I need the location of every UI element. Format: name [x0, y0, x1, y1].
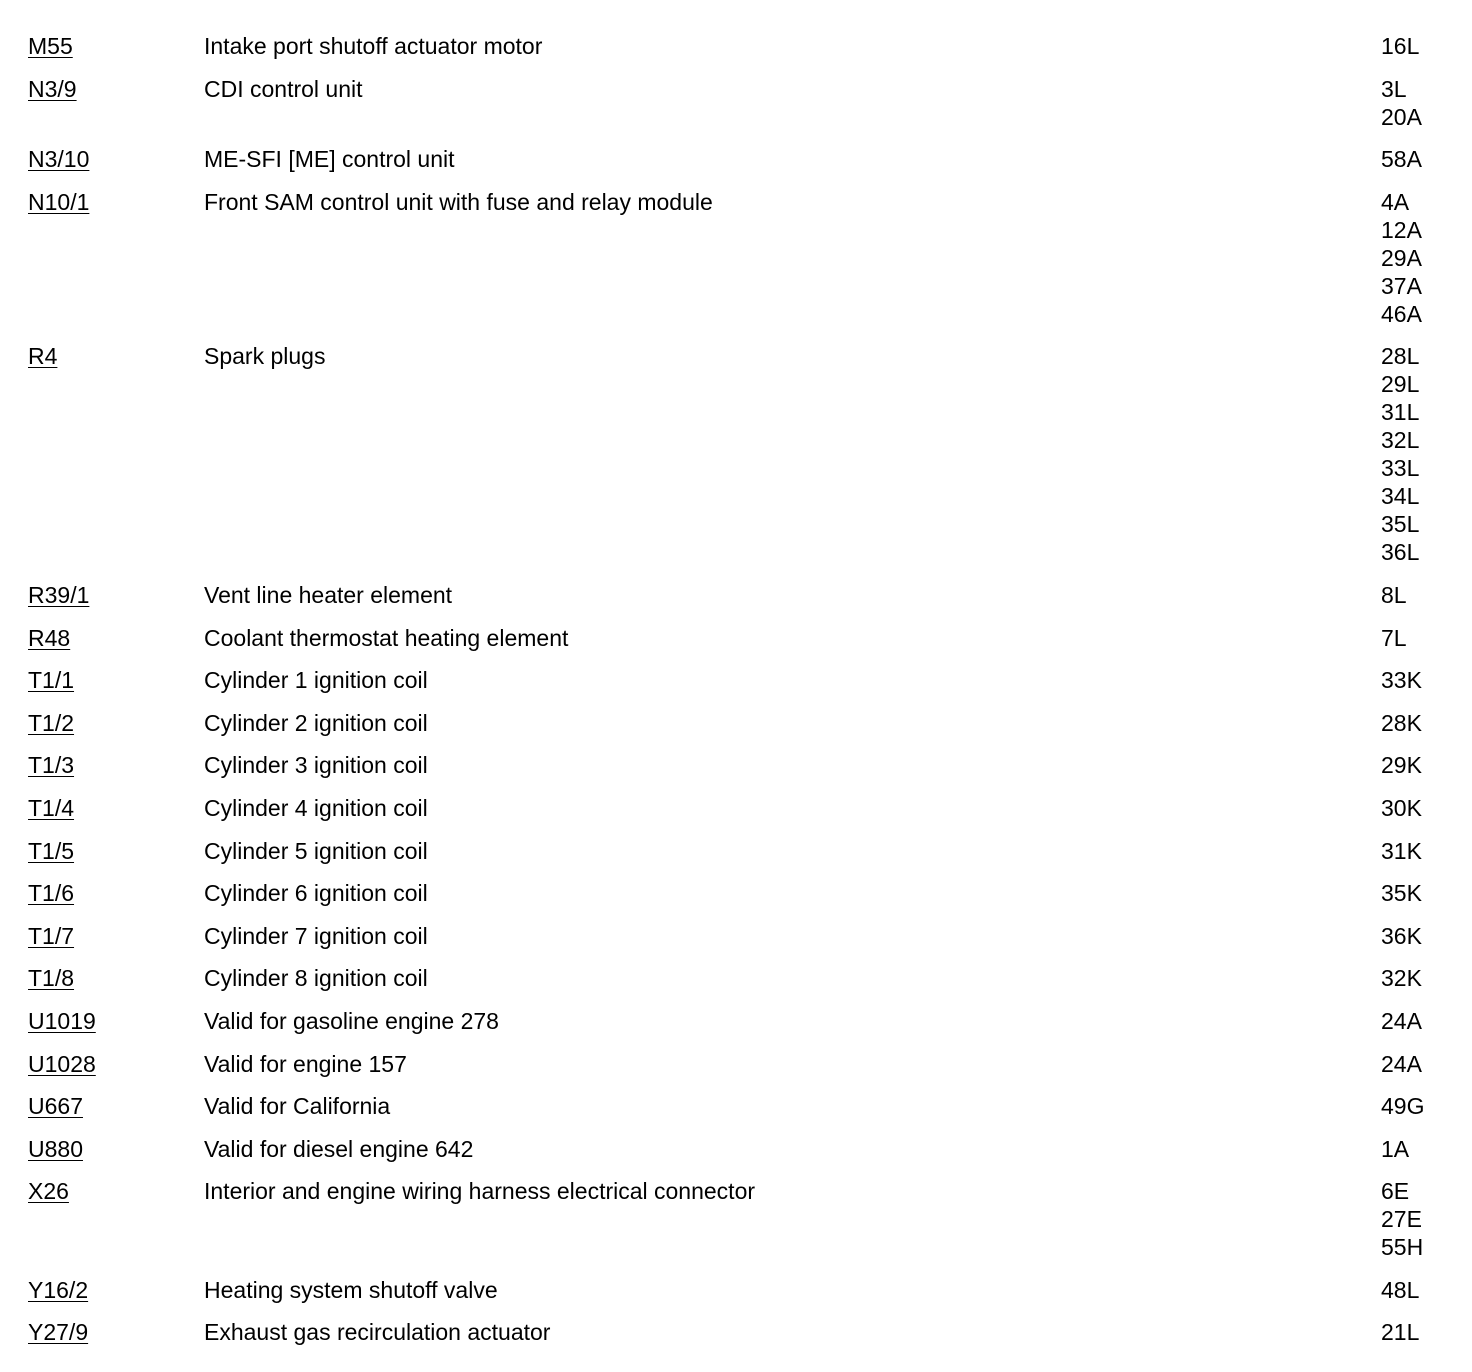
grid-reference: 58A: [1381, 146, 1422, 173]
component-description: Vent line heater element: [204, 581, 453, 608]
grid-reference: 8L: [1381, 581, 1407, 608]
grid-reference: 31K: [1381, 837, 1422, 864]
component-code-link[interactable]: T1/4: [28, 794, 75, 821]
component-description: Valid for gasoline engine 278: [204, 1007, 499, 1034]
component-code-link[interactable]: M55: [28, 33, 73, 59]
legend-row: [28, 1276, 1458, 1304]
grid-reference: 33L: [1381, 455, 1420, 482]
grid-reference-list: [1381, 879, 1451, 907]
legend-row: [28, 879, 1458, 907]
grid-reference: 30K: [1381, 794, 1422, 821]
grid-reference: 48L: [1381, 1276, 1420, 1303]
component-description: ME-SFI [ME] control unit: [204, 146, 455, 173]
component-description: CDI control unit: [204, 75, 363, 102]
grid-reference-list: [1381, 1276, 1451, 1304]
grid-reference: 7L: [1381, 624, 1407, 651]
component-code-cell: [28, 1276, 204, 1304]
component-code-link[interactable]: T1/2: [28, 709, 75, 736]
grid-reference-list: [1381, 666, 1451, 694]
component-code-cell: [28, 1318, 204, 1346]
legend-row: [28, 751, 1458, 779]
grid-reference-list: [1381, 75, 1451, 131]
grid-reference: 35L: [1381, 511, 1420, 538]
component-code-link[interactable]: R39/1: [28, 581, 90, 608]
component-code-link[interactable]: X26: [28, 1178, 69, 1205]
legend-row: [28, 709, 1458, 737]
component-code-cell: [28, 1135, 204, 1163]
component-code-cell: [28, 145, 204, 173]
legend-row: [28, 794, 1458, 822]
grid-reference-list: [1381, 1318, 1451, 1346]
grid-reference: 34L: [1381, 483, 1420, 510]
grid-reference: 4A: [1381, 188, 1410, 215]
grid-reference-list: [1381, 624, 1451, 652]
legend-row: [28, 145, 1458, 173]
component-code-cell: [28, 1092, 204, 1120]
component-code-cell: [28, 581, 204, 609]
grid-reference-list: [1381, 1135, 1451, 1163]
component-code-link[interactable]: R48: [28, 624, 71, 651]
grid-reference-list: [1381, 188, 1451, 328]
grid-reference-list: [1381, 709, 1451, 737]
component-code-link[interactable]: N3/9: [28, 75, 77, 102]
component-description: Intake port shutoff actuator motor: [204, 33, 543, 59]
component-description: Valid for engine 157: [204, 1050, 407, 1077]
component-code-link[interactable]: U880: [28, 1135, 83, 1162]
component-description: Cylinder 6 ignition coil: [204, 880, 428, 907]
grid-reference: 28L: [1381, 343, 1420, 370]
grid-reference: 20A: [1381, 103, 1422, 130]
component-code-link[interactable]: N3/10: [28, 146, 90, 173]
legend-row: [28, 1092, 1458, 1120]
grid-reference: 12A: [1381, 216, 1422, 243]
legend-row: [28, 1318, 1458, 1346]
legend-row: [28, 342, 1458, 566]
component-description: Cylinder 4 ignition coil: [204, 794, 428, 821]
grid-reference-list: [1381, 794, 1451, 822]
component-code-link[interactable]: R4: [28, 343, 58, 370]
grid-reference: 28K: [1381, 709, 1422, 736]
grid-reference-list: [1381, 922, 1451, 950]
legend-row: [28, 837, 1458, 865]
component-code-link[interactable]: T1/1: [28, 667, 75, 694]
component-code-link[interactable]: T1/8: [28, 965, 75, 992]
component-code-link[interactable]: T1/7: [28, 922, 75, 949]
grid-reference: 46A: [1381, 300, 1422, 327]
component-description: Coolant thermostat heating element: [204, 624, 569, 651]
grid-reference: 36K: [1381, 922, 1422, 949]
grid-reference: 33K: [1381, 667, 1422, 694]
component-code-link[interactable]: Y16/2: [28, 1276, 89, 1303]
legend-row: [28, 964, 1458, 992]
component-code-link[interactable]: N10/1: [28, 188, 90, 215]
component-code-cell: [28, 624, 204, 652]
grid-reference: 21L: [1381, 1319, 1420, 1346]
grid-reference-list: [1381, 751, 1451, 779]
component-code-cell: [28, 666, 204, 694]
component-description: Heating system shutoff valve: [204, 1276, 498, 1303]
grid-reference-list: [1381, 1050, 1451, 1078]
component-description: Valid for diesel engine 642: [204, 1135, 474, 1162]
component-description: Interior and engine wiring harness electrical connector: [204, 1178, 756, 1205]
component-code-cell: [28, 342, 204, 370]
legend-row: [28, 75, 1458, 131]
component-description: Spark plugs: [204, 343, 326, 370]
grid-reference-list: [1381, 581, 1451, 609]
component-description: Cylinder 8 ignition coil: [204, 965, 428, 992]
grid-reference: 27E: [1381, 1206, 1422, 1233]
grid-reference: 24A: [1381, 1007, 1422, 1034]
grid-reference-list: [1381, 1092, 1451, 1120]
component-code-cell: [28, 837, 204, 865]
grid-reference-list: [1381, 1007, 1451, 1035]
grid-reference: 32L: [1381, 427, 1420, 454]
component-code-link[interactable]: T1/5: [28, 837, 75, 864]
component-code-cell: [28, 964, 204, 992]
grid-reference: 29L: [1381, 371, 1420, 398]
component-code-cell: [28, 751, 204, 779]
legend-row: [28, 1050, 1458, 1078]
component-code-link[interactable]: Y27/9: [28, 1319, 89, 1346]
component-code-cell: [28, 1177, 204, 1205]
component-code-link[interactable]: U1019: [28, 1007, 96, 1034]
component-legend-list: [28, 32, 1458, 1361]
component-code-link[interactable]: U1028: [28, 1050, 96, 1077]
component-code-cell: [28, 709, 204, 737]
grid-reference-list: [1381, 837, 1451, 865]
component-code-link[interactable]: U667: [28, 1093, 83, 1120]
grid-reference: 32K: [1381, 965, 1422, 992]
legend-row: [28, 32, 1458, 60]
legend-row: [28, 1007, 1458, 1035]
legend-row: [28, 188, 1458, 328]
component-code-cell: [28, 32, 204, 60]
grid-reference: 16L: [1381, 33, 1420, 59]
grid-reference-list: [1381, 32, 1451, 60]
grid-reference: 29K: [1381, 752, 1422, 779]
grid-reference-list: [1381, 145, 1451, 173]
component-code-cell: [28, 794, 204, 822]
grid-reference: 37A: [1381, 272, 1422, 299]
grid-reference: 36L: [1381, 539, 1420, 566]
component-description: Cylinder 5 ignition coil: [204, 837, 428, 864]
component-description: Exhaust gas recirculation actuator: [204, 1319, 551, 1346]
grid-reference: 31L: [1381, 399, 1420, 426]
legend-row: [28, 922, 1458, 950]
legend-row: [28, 1177, 1458, 1261]
component-code-cell: [28, 879, 204, 907]
grid-reference-list: [1381, 964, 1451, 992]
component-code-link[interactable]: T1/6: [28, 880, 75, 907]
grid-reference: 1A: [1381, 1135, 1410, 1162]
grid-reference: 55H: [1381, 1234, 1424, 1261]
grid-reference: 49G: [1381, 1093, 1425, 1120]
grid-reference: 29A: [1381, 244, 1422, 271]
legend-row: [28, 666, 1458, 694]
legend-row: [28, 624, 1458, 652]
component-code-cell: [28, 1050, 204, 1078]
legend-row: [28, 581, 1458, 609]
grid-reference: 35K: [1381, 880, 1422, 907]
grid-reference: 3L: [1381, 75, 1407, 102]
component-code-cell: [28, 75, 204, 103]
component-description: Front SAM control unit with fuse and relay module: [204, 188, 713, 215]
component-code-cell: [28, 922, 204, 950]
grid-reference-list: [1381, 342, 1451, 566]
component-description: Cylinder 7 ignition coil: [204, 922, 428, 949]
grid-reference-list: [1381, 1177, 1451, 1261]
grid-reference: 6E: [1381, 1178, 1410, 1205]
grid-reference: 24A: [1381, 1050, 1422, 1077]
component-code-cell: [28, 1007, 204, 1035]
component-description: Cylinder 3 ignition coil: [204, 752, 428, 779]
legend-row: [28, 1135, 1458, 1163]
component-code-link[interactable]: T1/3: [28, 752, 75, 779]
component-description: Cylinder 1 ignition coil: [204, 667, 428, 694]
component-code-cell: [28, 188, 204, 216]
component-description: Cylinder 2 ignition coil: [204, 709, 428, 736]
component-description: Valid for California: [204, 1093, 391, 1120]
